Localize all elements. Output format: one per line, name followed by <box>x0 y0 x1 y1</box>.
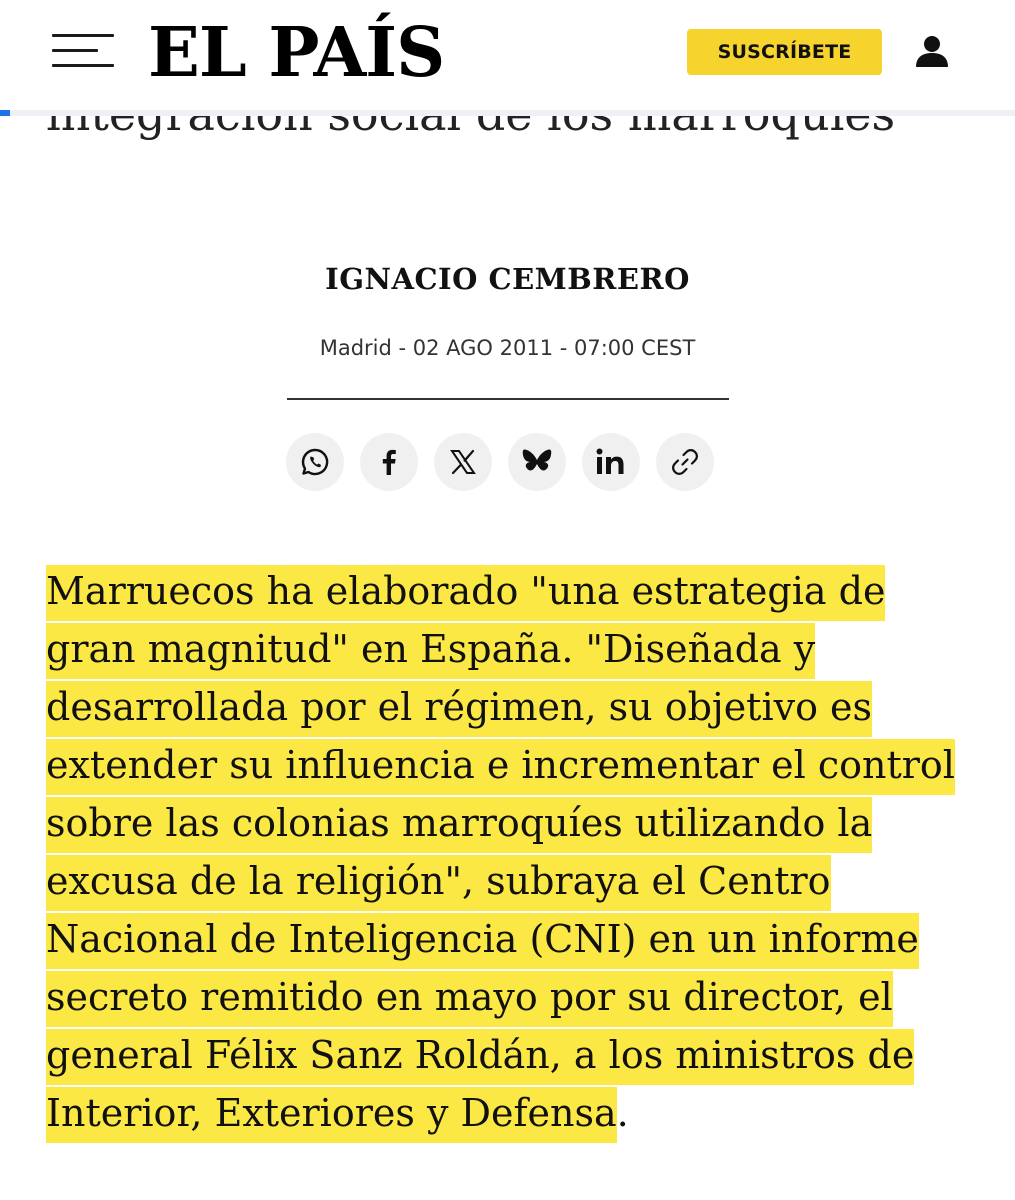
byline-divider <box>287 398 729 400</box>
copy-link-button[interactable] <box>656 433 714 491</box>
hamburger-menu-icon[interactable] <box>52 34 114 68</box>
site-logo[interactable]: EL PAÍS <box>148 13 445 93</box>
share-x-button[interactable] <box>434 433 492 491</box>
facebook-icon <box>377 448 401 476</box>
article-body <box>46 562 976 1142</box>
whatsapp-icon <box>300 447 330 477</box>
paragraph-end-punctuation: . <box>616 1091 629 1135</box>
share-linkedin-button[interactable] <box>582 433 640 491</box>
highlighted-text: Marruecos ha elaborado "una estrategia de gran magnitud" en España. "Diseñada y desarrollada por el régimen, su objetivo es extender su influencia e incrementar el control sobre las colonias marroquíes utilizando la excusa de la religión", subraya el Centro Nacional de Inteligencia (CNI) en un informe secreto remitido en mayo por su director, el general Félix Sanz Roldán, a los ministros de Interior, Exteriores y Defensa <box>46 565 955 1143</box>
link-icon <box>670 447 700 477</box>
reading-progress-fill <box>0 110 10 116</box>
article-paragraph <box>46 562 976 1142</box>
article-dateline: Madrid - 02 AGO 2011 - 07:00 CEST <box>319 336 696 360</box>
share-buttons <box>286 433 716 493</box>
share-facebook-button[interactable] <box>360 433 418 491</box>
reading-progress-bar <box>0 110 1015 116</box>
author-name[interactable]: IGNACIO CEMBRERO <box>325 262 690 296</box>
user-icon[interactable] <box>912 34 952 70</box>
site-header <box>0 0 1015 112</box>
linkedin-icon <box>594 447 628 477</box>
subscribe-button[interactable]: SUSCRÍBETE <box>687 29 882 75</box>
share-whatsapp-button[interactable] <box>286 433 344 491</box>
share-bluesky-button[interactable] <box>508 433 566 491</box>
x-icon <box>449 448 477 476</box>
bluesky-icon <box>521 448 553 476</box>
